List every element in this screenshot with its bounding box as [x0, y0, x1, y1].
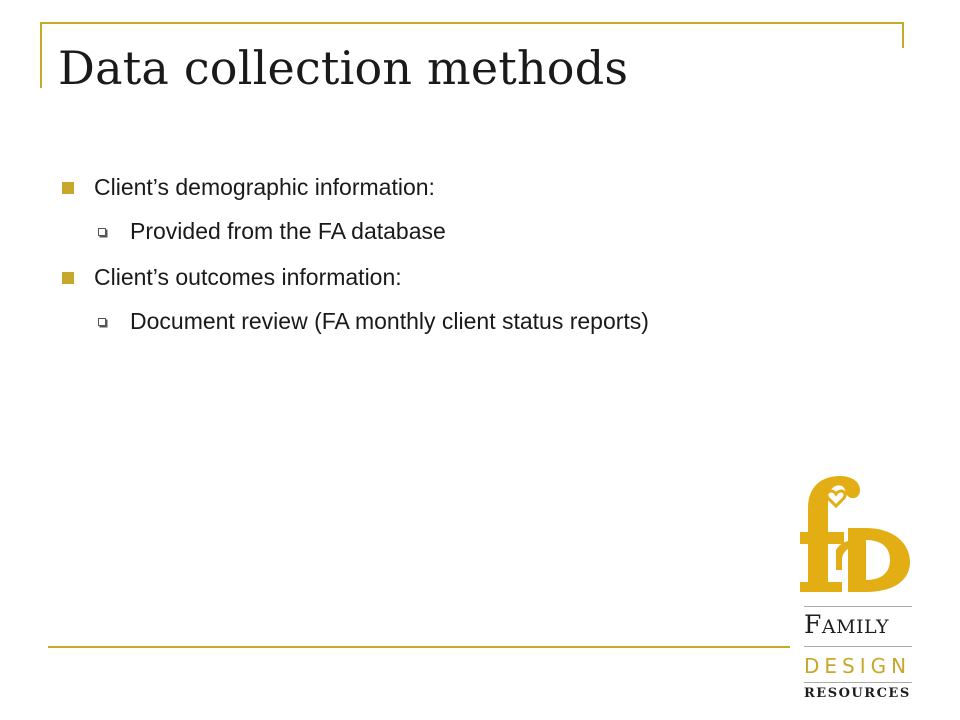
sub-bullet-text: Document review (FA monthly client status reports)	[130, 308, 649, 334]
logo-family-text	[804, 610, 916, 639]
bullet-text: Client’s demographic information:	[94, 174, 435, 200]
bullet-text: Client’s outcomes information:	[94, 264, 402, 290]
bullet-item	[60, 172, 760, 202]
frame-left-rule	[40, 22, 42, 88]
fdr-monogram-heart-icon	[796, 470, 916, 600]
frame-bottom-rule	[48, 646, 790, 648]
logo-family-rest: AMILY	[821, 616, 889, 638]
sub-bullet-item	[60, 214, 760, 248]
bullet-item	[60, 262, 760, 292]
sub-bullet-item	[60, 304, 760, 338]
logo-divider	[804, 606, 912, 607]
square-bullet-icon	[62, 182, 74, 194]
box-bullet-icon	[98, 228, 106, 236]
family-design-resources-logo	[796, 470, 916, 710]
slide-title: Data collection methods	[58, 41, 629, 95]
sub-bullet-text: Provided from the FA database	[130, 218, 446, 244]
slide-content	[60, 172, 760, 352]
logo-design-text: DESIGN	[804, 654, 912, 678]
logo-divider	[804, 646, 912, 647]
logo-family-cap: F	[804, 610, 822, 639]
square-bullet-icon	[62, 272, 74, 284]
frame-right-rule	[902, 22, 904, 48]
logo-divider	[804, 682, 912, 683]
logo-resources-text: RESOURCES	[804, 686, 911, 701]
frame-top-rule	[40, 22, 904, 24]
box-bullet-icon	[98, 318, 106, 326]
